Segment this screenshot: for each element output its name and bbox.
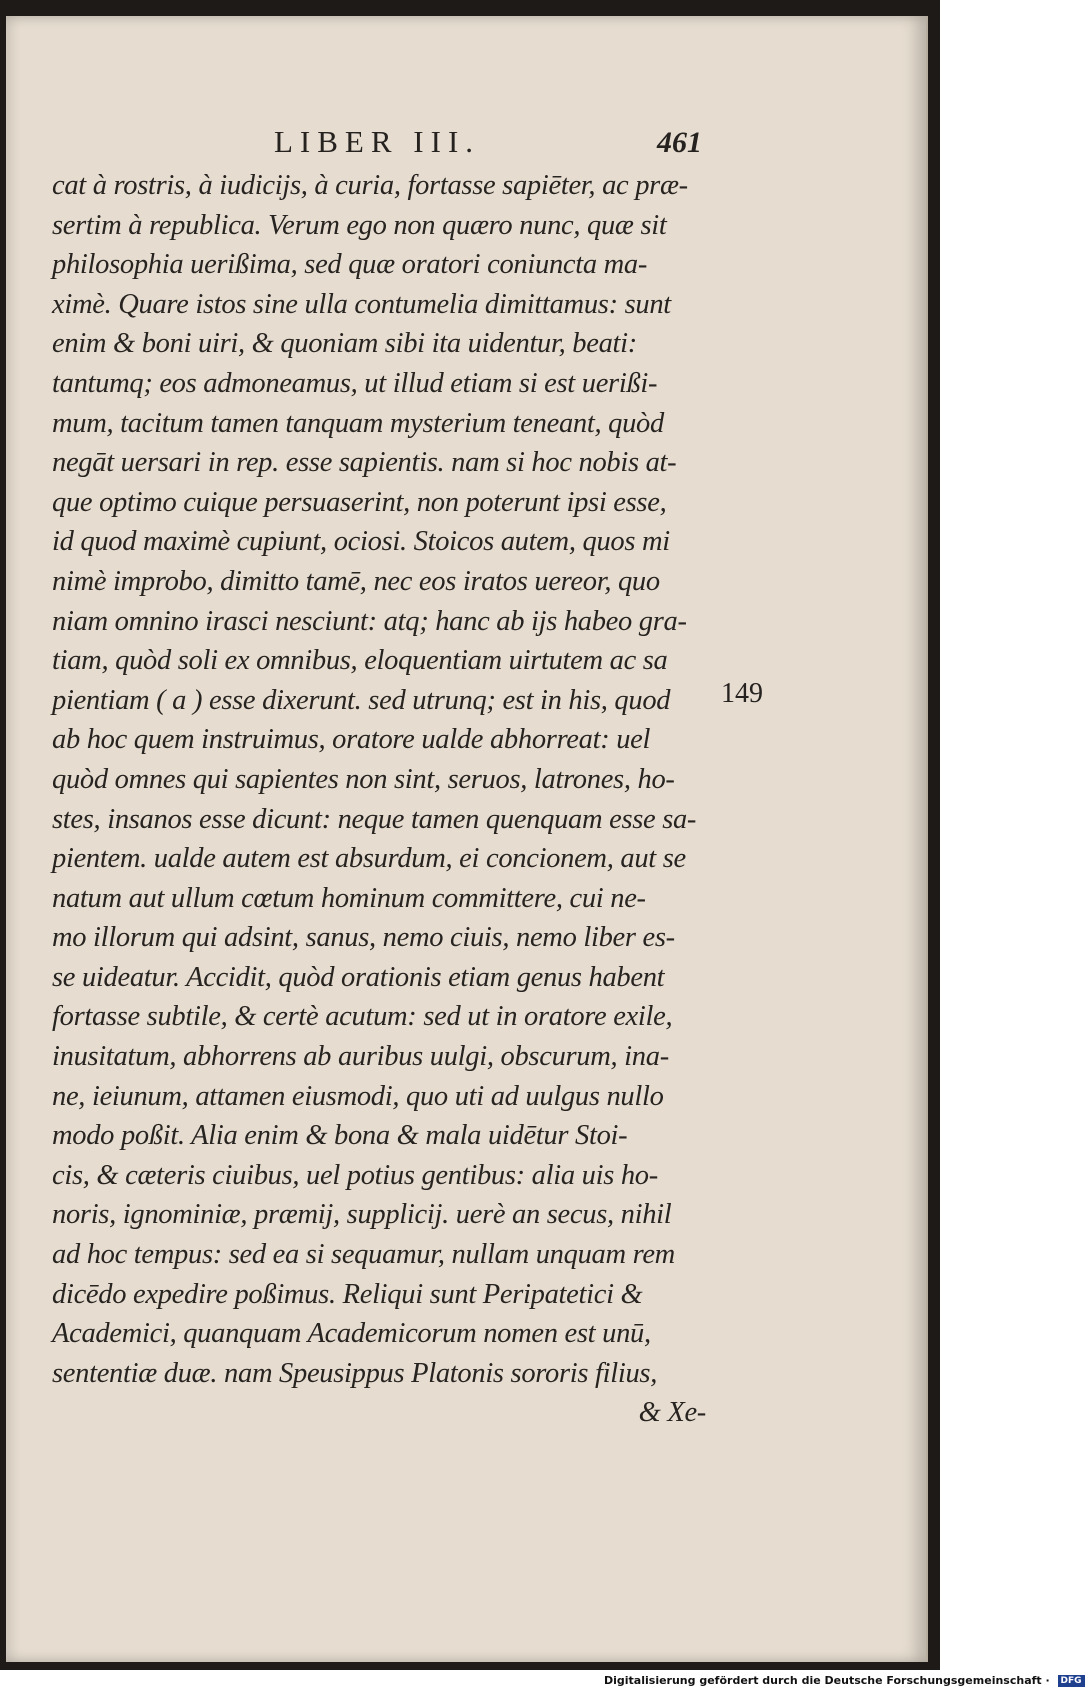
text-line: mum, tacitum tamen tanquam mysterium teneant, quòd <box>52 407 664 439</box>
text-line: quòd omnes qui sapientes non sint, seruos, latrones, ho- <box>52 763 675 795</box>
text-line: pientem. ualde autem est absurdum, ei concionem, aut se <box>52 843 686 875</box>
text-line: sertim à republica. Verum ego non quæro nunc, quæ sit <box>52 209 667 241</box>
dfg-logo: DFG <box>1058 1675 1085 1687</box>
text-line: ab hoc quem instruimus, oratore ualde abhorreat: uel <box>52 724 651 756</box>
text-line: tantumq; eos admoneamus, ut illud etiam si est uerißi- <box>52 367 658 399</box>
body-text <box>52 166 716 1433</box>
text-line: cat à rostris, à iudicijs, à curia, fortasse sapiēter, ac præ- <box>52 170 688 201</box>
text-line: se uideatur. Accidit, quòd orationis etiam genus habent <box>52 961 665 993</box>
text-line: fortasse subtile, & certè acutum: sed ut in oratore exile, <box>52 1001 673 1033</box>
text-line: que optimo cuique persuaserint, non poterunt ipsi esse, <box>52 486 667 518</box>
text-line: negāt uersari in rep. esse sapientis. nam si hoc nobis at- <box>52 447 677 479</box>
text-line: cis, & cæteris ciuibus, uel potius gentibus: alia uis ho- <box>52 1159 658 1191</box>
text-line: Academici, quanquam Academicorum nomen est unū, <box>52 1318 651 1350</box>
text-line: nimè improbo, dimitto tamē, nec eos iratos uereor, quo <box>52 565 660 597</box>
margin-note-number: 149 <box>721 678 763 709</box>
text-line: tiam, quòd soli ex omnibus, eloquentiam uirtutem ac sa <box>52 645 668 677</box>
running-head: LIBER III. <box>274 124 481 159</box>
catchword: & Xe- <box>638 1397 706 1429</box>
text-line: noris, ignominiæ, præmij, supplicij. uerè an secus, nihil <box>52 1199 672 1231</box>
book-page <box>6 16 928 1662</box>
text-line: sententiæ duæ. nam Speusippus Platonis sororis filius, <box>52 1357 658 1389</box>
text-line: inusitatum, abhorrens ab auribus uulgi, obscurum, ina- <box>52 1041 669 1073</box>
text-line: enim & boni uiri, & quoniam sibi ita uidentur, beati: <box>52 328 637 360</box>
text-line: ad hoc tempus: sed ea si sequamur, nullam unquam rem <box>52 1239 675 1271</box>
text-line: philosophia uerißima, sed quæ oratori coniuncta ma- <box>52 249 648 281</box>
text-line: pientiam ( a ) esse dixerunt. sed utrunq; est in his, quod <box>52 684 671 716</box>
text-line: dicēdo expedire poßimus. Reliqui sunt Peripatetici & <box>52 1278 643 1310</box>
text-line: niam omnino irasci nesciunt: atq; hanc ab ijs habeo gra- <box>52 605 687 637</box>
text-line: id quod maximè cupiunt, ociosi. Stoicos autem, quos mi <box>52 526 670 558</box>
text-line: mo illorum qui adsint, sanus, nemo ciuis, nemo liber es- <box>52 922 675 954</box>
page-number: 461 <box>657 126 702 159</box>
text-line: modo poßit. Alia enim & bona & mala uidētur Stoi- <box>52 1120 628 1152</box>
text-line: stes, insanos esse dicunt: neque tamen quenquam esse sa- <box>52 803 697 835</box>
credit-text: Digitalisierung gefördert durch die Deutsche Forschungsgemeinschaft · <box>604 1674 1050 1687</box>
text-line: natum aut ullum cœtum hominum committere, cui ne- <box>52 882 646 914</box>
text-line: ximè. Quare istos sine ulla contumelia dimittamus: sunt <box>52 288 671 320</box>
text-line: ne, ieiunum, attamen eiusmodi, quo uti ad uulgus nullo <box>52 1080 664 1112</box>
digitization-credit <box>604 1674 1085 1687</box>
